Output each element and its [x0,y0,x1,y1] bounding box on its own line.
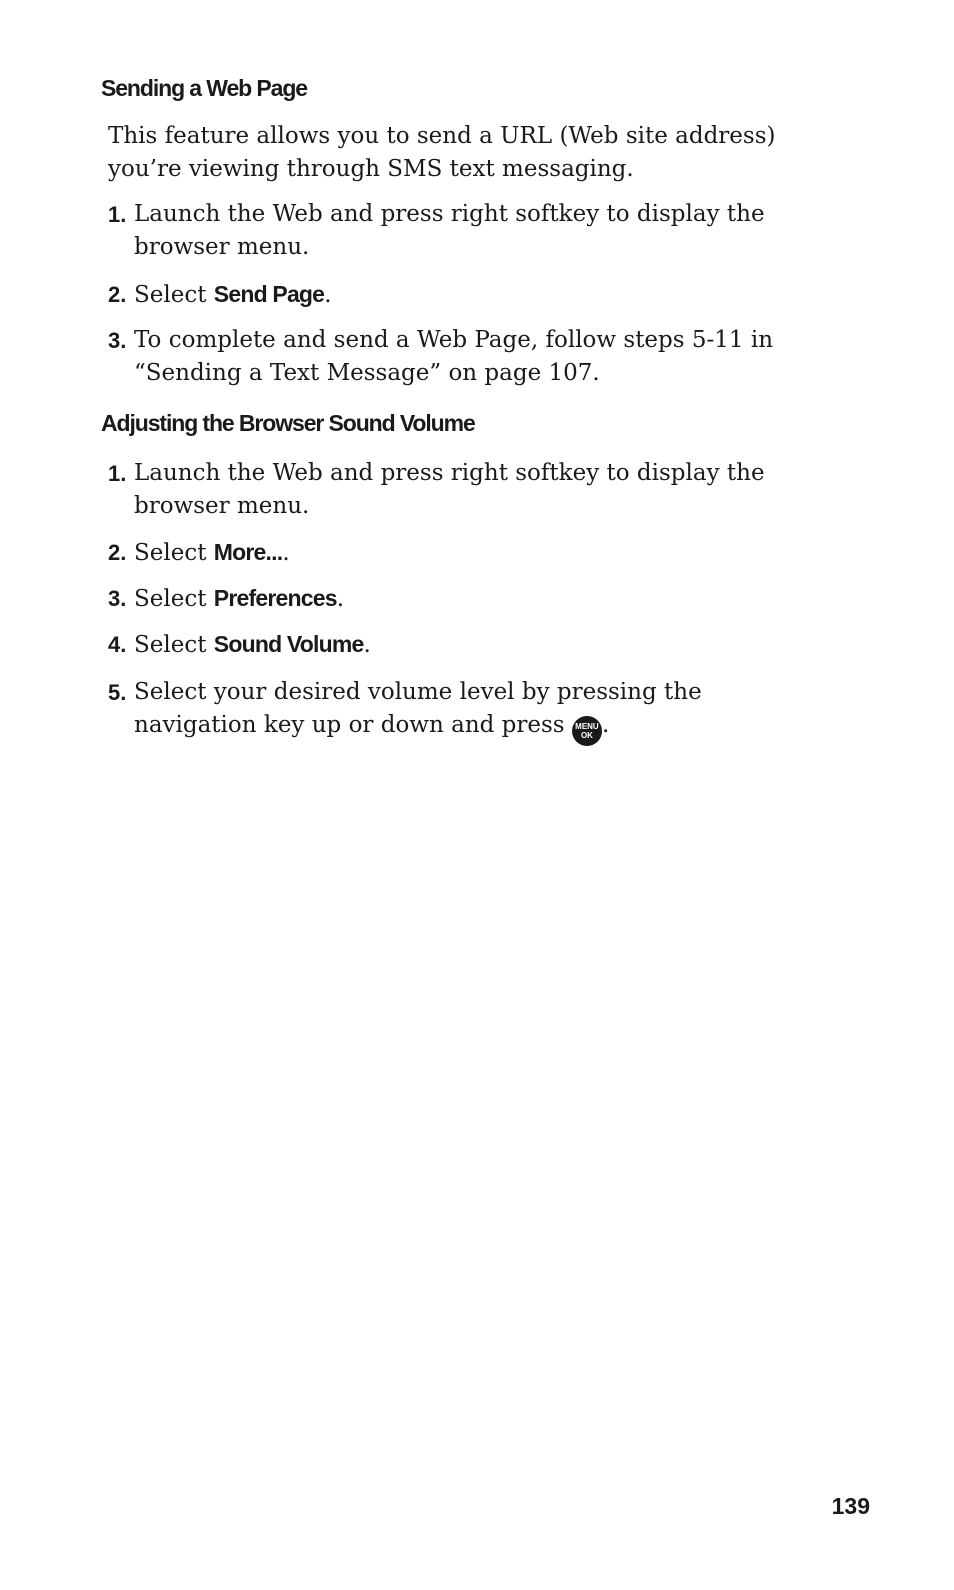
ui-term-send-page: Send Page [213,281,325,307]
step-text-suffix: . [324,282,332,308]
section-heading-sending-web-page: Sending a Web Page [101,75,307,101]
section-heading-browser-sound-volume: Adjusting the Browser Sound Volume [101,410,475,436]
step-text [134,582,828,616]
list-item [108,278,828,312]
step-text-prefix: Select [134,282,214,308]
step-text [134,628,828,662]
menu-key-label: MENU [575,722,599,731]
list-item [108,628,828,662]
step-number: 3. [108,586,127,611]
step-text-suffix: . [601,712,610,738]
step-text [134,278,828,312]
list-item [108,198,828,264]
step-text [134,676,828,746]
step-number: 5. [108,680,127,705]
list-item [108,536,828,570]
step-text-prefix: Select [134,586,214,612]
step-number: 1. [108,461,127,486]
ui-term-sound-volume: Sound Volume [213,631,364,657]
ui-term-more: More... [213,539,283,565]
step-text: Launch the Web and press right softkey to display the browser menu. [134,201,765,260]
step-number: 2. [108,540,127,565]
step-text [134,536,828,570]
list-item [108,676,828,746]
step-number: 1. [108,202,127,227]
list-item [108,457,828,523]
page-number: 139 [831,1493,870,1519]
step-text: To complete and send a Web Page, follow steps 5-11 in “Sending a Text Message” on page 107. [134,327,774,386]
menu-ok-key-icon [572,716,602,746]
step-text-suffix: . [363,632,371,658]
intro-paragraph: This feature allows you to send a URL (Web site address) you’re viewing through SMS text messaging. [108,123,776,182]
ok-key-label: OK [580,731,593,740]
ui-term-preferences: Preferences [213,585,337,611]
list-item [108,324,828,390]
step-number: 4. [108,632,127,657]
step-text-suffix: . [282,540,290,566]
step-text-suffix: . [336,586,344,612]
list-item [108,582,828,616]
step-text: Launch the Web and press right softkey to display the browser menu. [134,460,765,519]
step-number: 3. [108,328,127,353]
step-text-body: Select your desired volume level by pressing the navigation key up or down and press [134,679,702,738]
step-text-prefix: Select [134,632,214,658]
step-number: 2. [108,282,127,307]
step-text-prefix: Select [134,540,214,566]
